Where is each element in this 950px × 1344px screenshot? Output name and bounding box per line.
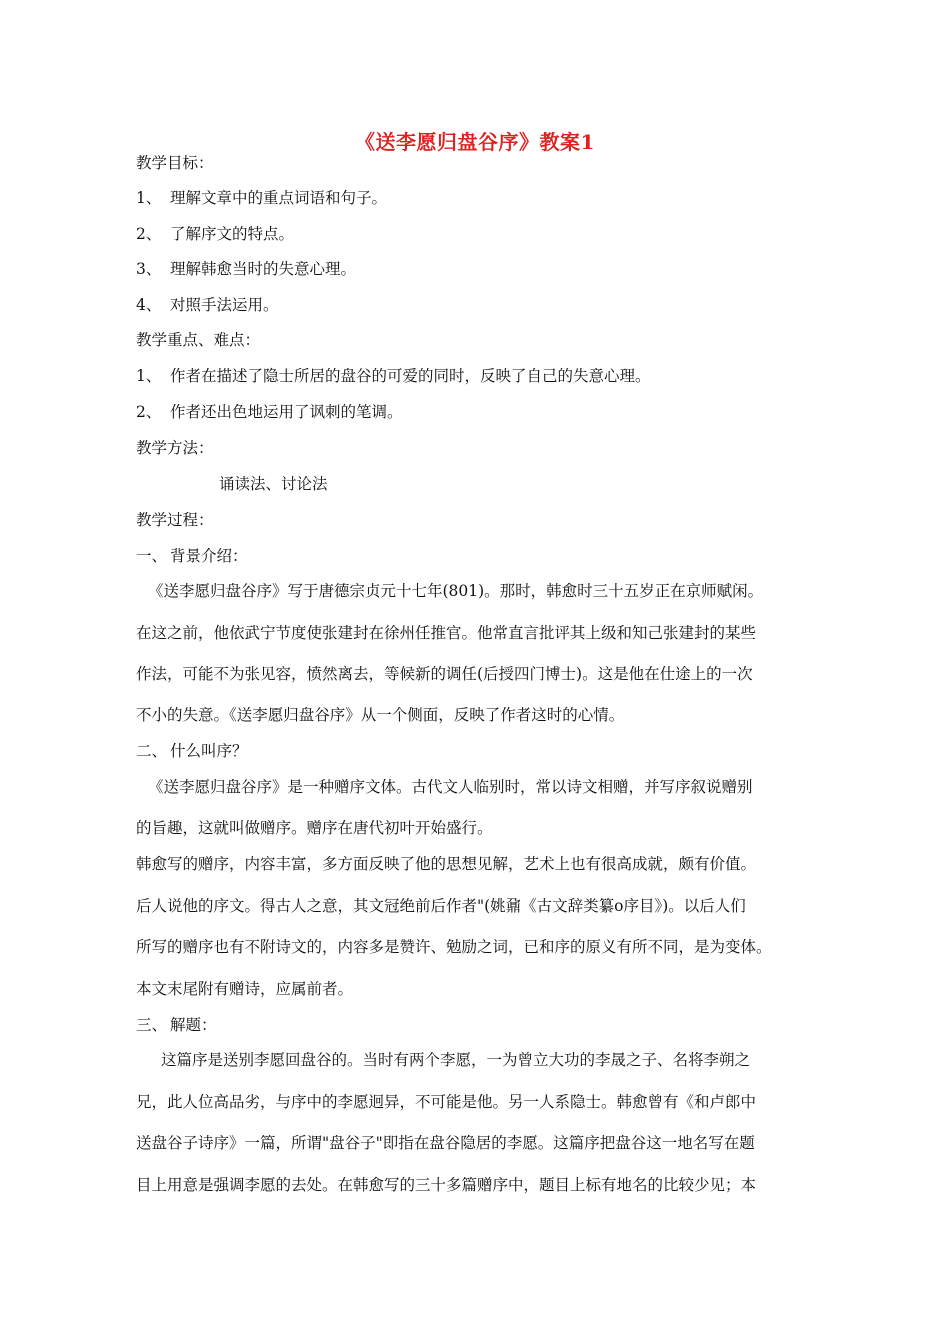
paragraph-line: 本文末尾附有赠诗，应属前者。 — [136, 980, 354, 998]
paragraph-line: 韩愈写的赠序，内容丰富，多方面反映了他的思想见解，艺术上也有很高成就，颇有价值。 — [136, 855, 757, 873]
paragraph-line: 在这之前，他依武宁节度使张建封在徐州任推官。他常直言批评其上级和知己张建封的某些 — [136, 624, 757, 642]
section-title: 背景介绍： — [170, 547, 248, 565]
goal-number: 2、 — [136, 225, 162, 243]
paragraph-line: 这篇序是送别李愿回盘谷的。当时有两个李愿，一为曾立大功的李晟之子、名将李朔之 — [161, 1051, 751, 1069]
paragraph-line: 《送李愿归盘谷序》写于唐德宗贞元十七年(801)。那时，韩愈时三十五岁正在京师赋闲。 — [148, 582, 764, 600]
section-title: 什么叫序？ — [170, 742, 248, 760]
paragraph-line: 的旨趣，这就叫做赠序。赠序在唐代初叶开始盛行。 — [136, 819, 493, 837]
goal-text: 理解韩愈当时的失意心理。 — [170, 260, 357, 278]
key-point-item — [136, 366, 651, 386]
key-point-number: 2、 — [136, 403, 162, 421]
key-points-heading: 教学重点、难点： — [136, 331, 261, 349]
paragraph-line: 后人说他的序文。得古人之意，其文冠绝前后作者"(姚鼐《古文辞类纂ο序目》)。以后人们 — [136, 897, 746, 915]
goal-number: 1、 — [136, 189, 162, 207]
goals-heading: 教学目标： — [136, 154, 214, 172]
goal-number: 4、 — [136, 296, 162, 314]
key-point-text: 作者还出色地运用了讽刺的笔调。 — [170, 403, 403, 421]
method-heading: 教学方法： — [136, 439, 214, 457]
section-number: 二、 — [136, 742, 168, 760]
section-title: 解题： — [170, 1016, 217, 1034]
goal-item — [136, 188, 387, 208]
paragraph-line: 不小的失意。《送李愿归盘谷序》从一个侧面，反映了作者这时的心情。 — [136, 706, 625, 724]
goal-text: 理解文章中的重点词语和句子。 — [170, 189, 388, 207]
section-heading — [136, 741, 248, 761]
paragraph-line: 《送李愿归盘谷序》是一种赠序文体。古代文人临别时，常以诗文相赠，并写序叙说赠别 — [148, 778, 753, 796]
key-point-text: 作者在描述了隐士所居的盘谷的可爱的同时，反映了自己的失意心理。 — [170, 367, 651, 385]
goal-item — [136, 295, 279, 315]
paragraph-line: 送盘谷子诗序》一篇，所谓"盘谷子"即指在盘谷隐居的李愿。这篇序把盘谷这一地名写在题 — [136, 1134, 755, 1152]
key-point-number: 1、 — [136, 367, 162, 385]
paragraph-line: 作法，可能不为张见容，愤然离去，等候新的调任(后授四门博士)。这是他在仕途上的一次 — [136, 665, 753, 683]
section-number: 一、 — [136, 547, 168, 565]
section-heading — [136, 1015, 217, 1035]
section-number: 三、 — [136, 1016, 168, 1034]
key-point-item — [136, 402, 403, 422]
goal-number: 3、 — [136, 260, 162, 278]
method-text: 诵读法、讨论法 — [219, 475, 328, 493]
section-heading — [136, 546, 248, 566]
paragraph-line: 兄，此人位高品劣，与序中的李愿迥异，不可能是他。另一人系隐士。韩愈曾有《和卢郎中 — [136, 1093, 757, 1111]
goal-text: 了解序文的特点。 — [170, 225, 295, 243]
document-title: 《送李愿归盘谷序》教案1 — [355, 130, 595, 154]
paragraph-line: 目上用意是强调李愿的去处。在韩愈写的三十多篇赠序中，题目上标有地名的比较少见；本 — [136, 1176, 757, 1194]
goal-text: 对照手法运用。 — [170, 296, 279, 314]
paragraph-line: 所写的赠序也有不附诗文的，内容多是赞许、勉励之词，已和序的原义有所不同，是为变体。 — [136, 938, 772, 956]
process-heading: 教学过程： — [136, 511, 214, 529]
goal-item — [136, 259, 356, 279]
goal-item — [136, 224, 294, 244]
